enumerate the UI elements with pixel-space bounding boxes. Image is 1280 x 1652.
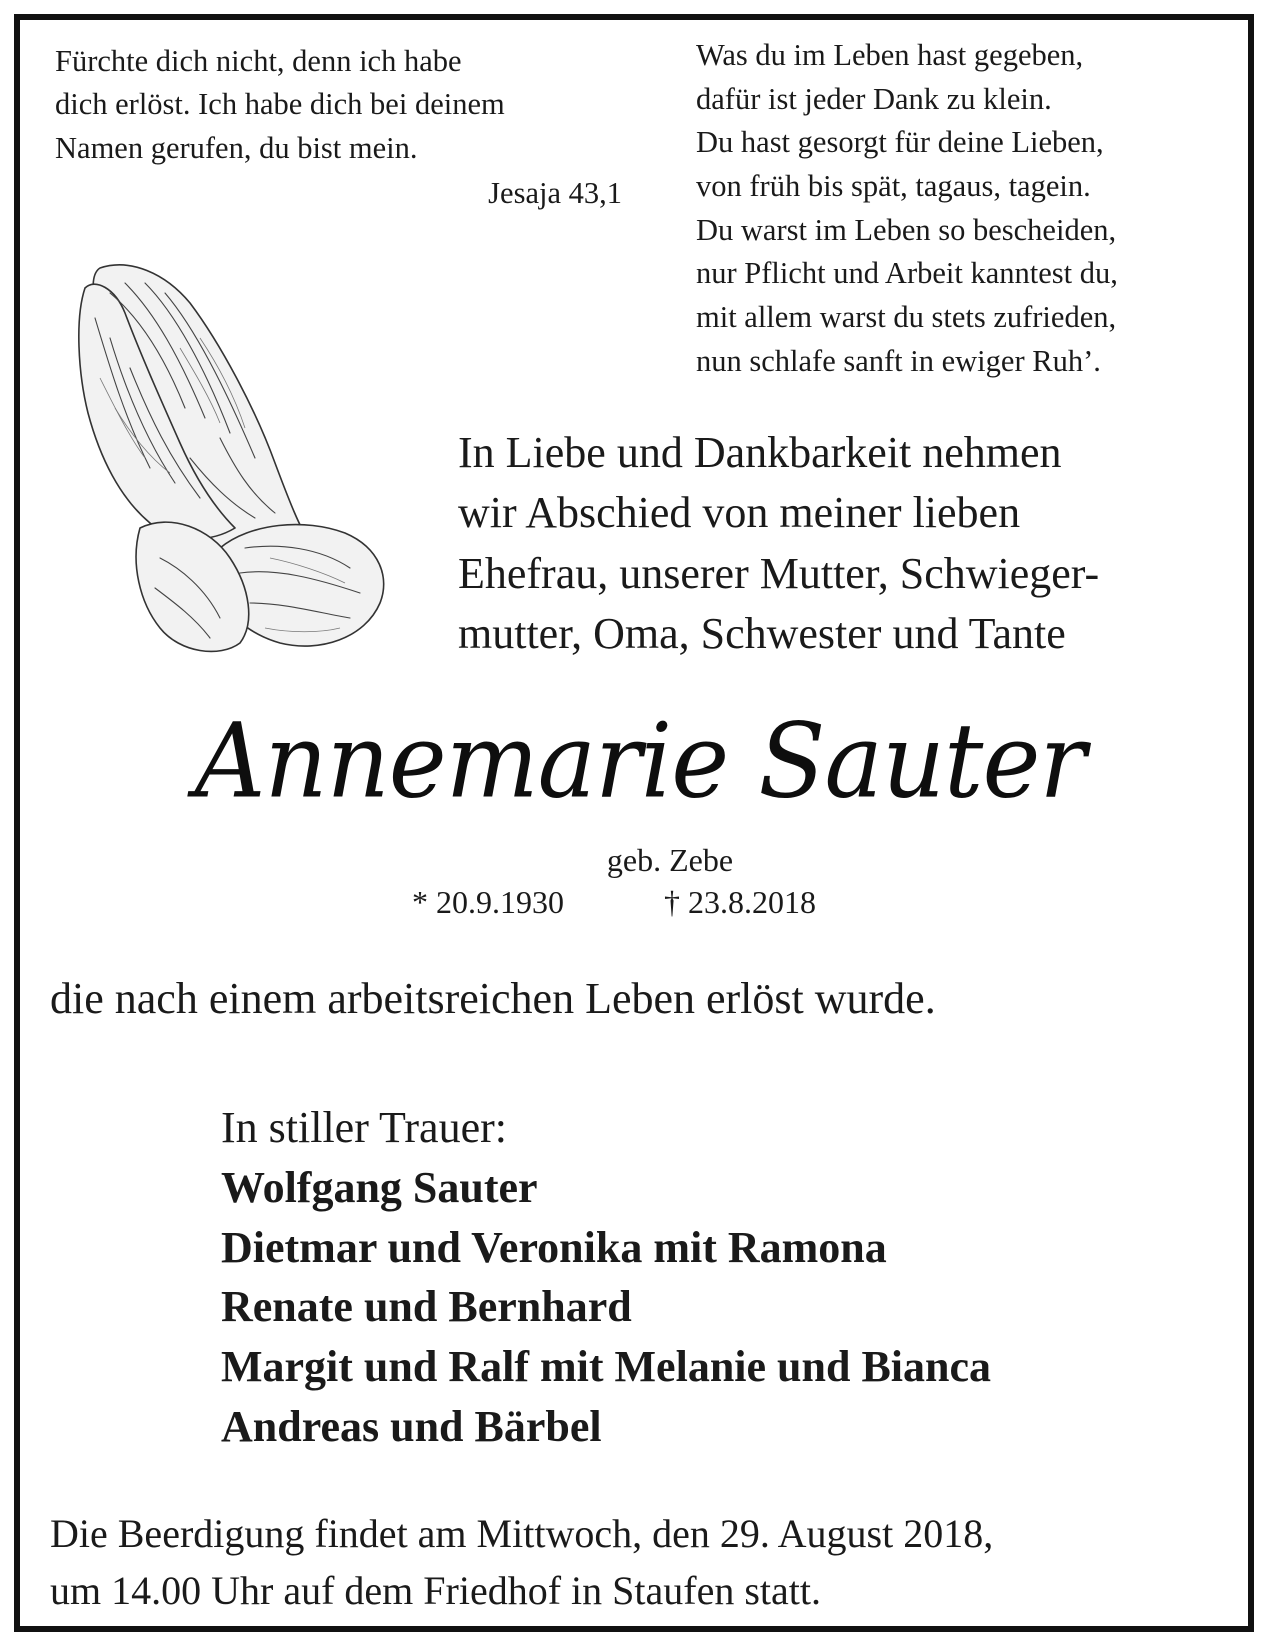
poem-line: mit allem warst du stets zufrieden, bbox=[696, 300, 1117, 335]
death-date: † 23.8.2018 bbox=[664, 884, 816, 920]
poem-line: dafür ist jeder Dank zu klein. bbox=[696, 81, 1052, 116]
bible-verse-line: dich erlöst. Ich habe dich bei deinem bbox=[55, 87, 505, 122]
mourner-name: Margit und Ralf mit Melanie und Bianca bbox=[221, 1342, 992, 1392]
bible-verse-line: Fürchte dich nicht, denn ich habe bbox=[55, 44, 462, 78]
poem-line: von früh bis spät, tagaus, tagein. bbox=[696, 169, 1091, 204]
maiden-name: geb. Zebe bbox=[606, 842, 734, 878]
funeral-details-line: um 14.00 Uhr auf dem Friedhof in Staufen statt. bbox=[50, 1568, 821, 1614]
mourner-name: Dietmar und Veronika mit Ramona bbox=[221, 1222, 887, 1272]
mourner-name: Andreas und Bärbel bbox=[221, 1402, 602, 1452]
poem bbox=[696, 34, 1256, 383]
farewell-intro-line: In Liebe und Dankbarkeit nehmen bbox=[458, 428, 1062, 477]
poem-line: Du warst im Leben so bescheiden, bbox=[696, 212, 1117, 247]
birth-date: * 20.9.1930 bbox=[412, 884, 564, 920]
deceased-name: Annemarie Sauter bbox=[194, 702, 1086, 822]
poem-line: Du hast gesorgt für deine Lieben, bbox=[696, 125, 1104, 160]
poem-line: nur Pflicht und Arbeit kanntest du, bbox=[696, 256, 1118, 291]
farewell-intro bbox=[458, 423, 1258, 664]
funeral-details-line: Die Beerdigung findet am Mittwoch, den 29. August 2018, bbox=[50, 1511, 994, 1556]
farewell-intro-line: wir Abschied von meiner lieben bbox=[458, 488, 1021, 538]
mourners-list bbox=[221, 1098, 1261, 1457]
bible-verse-reference: Jesaja 43,1 bbox=[488, 176, 622, 210]
closing-statement: die nach einem arbeitsreichen Leben erlöst wurde. bbox=[50, 974, 936, 1023]
mourner-name: Wolfgang Sauter bbox=[221, 1162, 538, 1212]
life-dates bbox=[412, 884, 912, 921]
mourner-name: Renate und Bernhard bbox=[221, 1282, 632, 1332]
funeral-details bbox=[50, 1505, 1250, 1619]
bible-verse bbox=[55, 40, 655, 170]
farewell-intro-line: Ehefrau, unserer Mutter, Schwieger- bbox=[458, 548, 1100, 598]
bible-verse-line: Namen gerufen, du bist mein. bbox=[55, 130, 418, 165]
praying-hands-icon bbox=[70, 258, 400, 658]
poem-line: nun schlafe sanft in ewiger Ruh’. bbox=[696, 343, 1101, 378]
mourners-heading: In stiller Trauer: bbox=[221, 1103, 507, 1152]
poem-line: Was du im Leben hast gegeben, bbox=[696, 38, 1084, 72]
farewell-intro-line: mutter, Oma, Schwester und Tante bbox=[458, 608, 1066, 658]
